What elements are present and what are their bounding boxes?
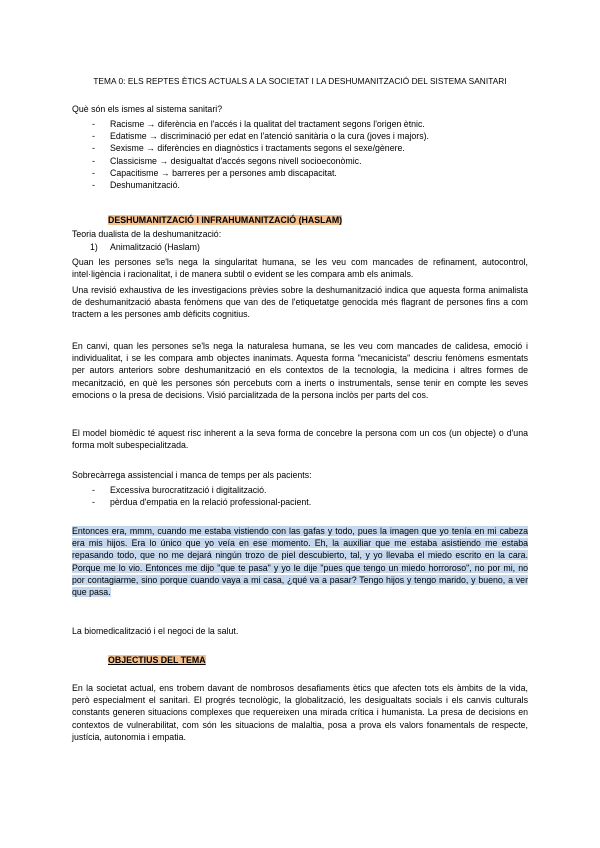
overload-line: Sobrecàrrega assistencial i manca de temps per als pacients: bbox=[72, 470, 312, 480]
list-item: - Edatisme → discriminació per edat en l'atenció sanitària o la cura (joves i majors). bbox=[72, 130, 528, 142]
item-number: 1) bbox=[90, 242, 98, 252]
paragraph-societat-actual: En la societat actual, ens trobem davant de nombrosos desafiaments ètics que afecten tots els àmbits de la vida, però especialment el sanitari. El progrés tecnològic, la globalització, les desigualtats socials i els canvis culturals constants generen situacions complexes que requereixen una mirada crítica i humanista. La presa de decisions en contextos de vulnerabilitat, com són les situacions de malaltia, posa a prova els valors fonamentals de respecte, justícia, autonomia i empatia. bbox=[72, 683, 528, 742]
theory-line: Teoria dualista de la deshumanització: bbox=[72, 229, 222, 239]
overload-list bbox=[72, 484, 528, 508]
heading-text: DESHUMANITZACIÓ I INFRAHUMANITZACIÓ (HASLAM) bbox=[108, 215, 343, 225]
list-item: - Deshumanització. bbox=[72, 179, 528, 191]
testimony-quote bbox=[72, 525, 528, 598]
heading-text: OBJECTIUS DEL TEMA bbox=[108, 655, 206, 665]
list-item: - Classicisme → desigualtat d'accés segons nivell socioeconòmic. bbox=[72, 155, 528, 167]
item-label: Animalització (Haslam) bbox=[110, 242, 200, 252]
paragraph-model-biomedic: El model biomèdic té aquest risc inherent a la seva forma de concebre la persona com un cos (un objecte) o d'una forma molt subespecialitzada. bbox=[72, 428, 528, 451]
paragraph-revisio: Una revisió exhaustiva de les investigacions prèvies sobre la deshumanització indica que aquesta forma animalista de deshumanització abasta fenòmens que van des de l'etiquetatge genocida més flagrant de persones fins a com tractem a les persones amb dèficits cognitius. bbox=[72, 285, 528, 320]
section-heading-objectius bbox=[72, 654, 528, 666]
paragraph-naturalesa: En canvi, quan les persones se'ls nega la naturalesa humana, se les veu com mancades de calidesa, emoció i individualitat, i se les compara amb objectes inanimats. Aquesta forma "mecanicista" descriu fenòmens esmentats per autors anteriors sobre deshumanització en els contextos de la tecnologia, la medicina i altres formes de mecanització, en què les persones són percebuts com a inerts o instrumentals, sense tenir en compte les seves emocions o la presa de decisions. Visió parcialitzada de la persona inclòs per parts del cos. bbox=[72, 341, 528, 400]
list-item: - Racisme → diferència en l'accés i la qualitat del tractament segons l'origen ètnic. bbox=[72, 118, 528, 130]
list-item: - Excessiva burocratització i digitalització. bbox=[72, 484, 528, 496]
document-title: TEMA 0: ELS REPTES ÈTICS ACTUALS A LA SOCIETAT I LA DESHUMANITZACIÓ DEL SISTEMA SANITARI bbox=[93, 76, 507, 86]
biomedicalitzacio-line: La biomedicalització i el negoci de la salut. bbox=[72, 626, 239, 636]
list-item: - pèrdua d'empatia en la relació professional-pacient. bbox=[72, 496, 528, 508]
list-item: - Capacitisme → barreres per a persones amb discapacitat. bbox=[72, 167, 528, 179]
quote-text: Entonces era, mmm, cuando me estaba vistiendo con las gafas y todo, pues la imagen que yo tenía en mi cabeza era mis hijos. Era lo único que yo veía en ese momento. Eh, la auxiliar que me estaba asistiendo me estaba repasando todo, que no me dejará ningún trozo de piel descubierto, tal, y yo llevaba el miedo escrito en la cara. Porque me lo vio. Entonces me dijo "que te pasa" y yo le dije "pues que tengo un miedo horroroso", no por mi, no por contagiarme, sino porque cuando vaya a mi casa, ¿qué va a pasar? Tengo hijos y tengo marido, y bueno, a ver que pasa. bbox=[72, 526, 528, 598]
section-heading-deshumanitzacio bbox=[72, 214, 528, 226]
list-item: - Sexisme → diferències en diagnòstics i tractaments segons el sexe/gènere. bbox=[72, 142, 528, 154]
isms-question: Què són els ismes al sistema sanitari? bbox=[72, 104, 223, 114]
paragraph-singularitat: Quan les persones se'ls nega la singularitat humana, se les veu com mancades de refinament, autocontrol, intel·ligència i racionalitat, i de manera subtil o evident se les compara amb els animals. bbox=[72, 257, 528, 280]
isms-list bbox=[72, 118, 528, 191]
numbered-item-animalitzacio bbox=[72, 241, 546, 253]
